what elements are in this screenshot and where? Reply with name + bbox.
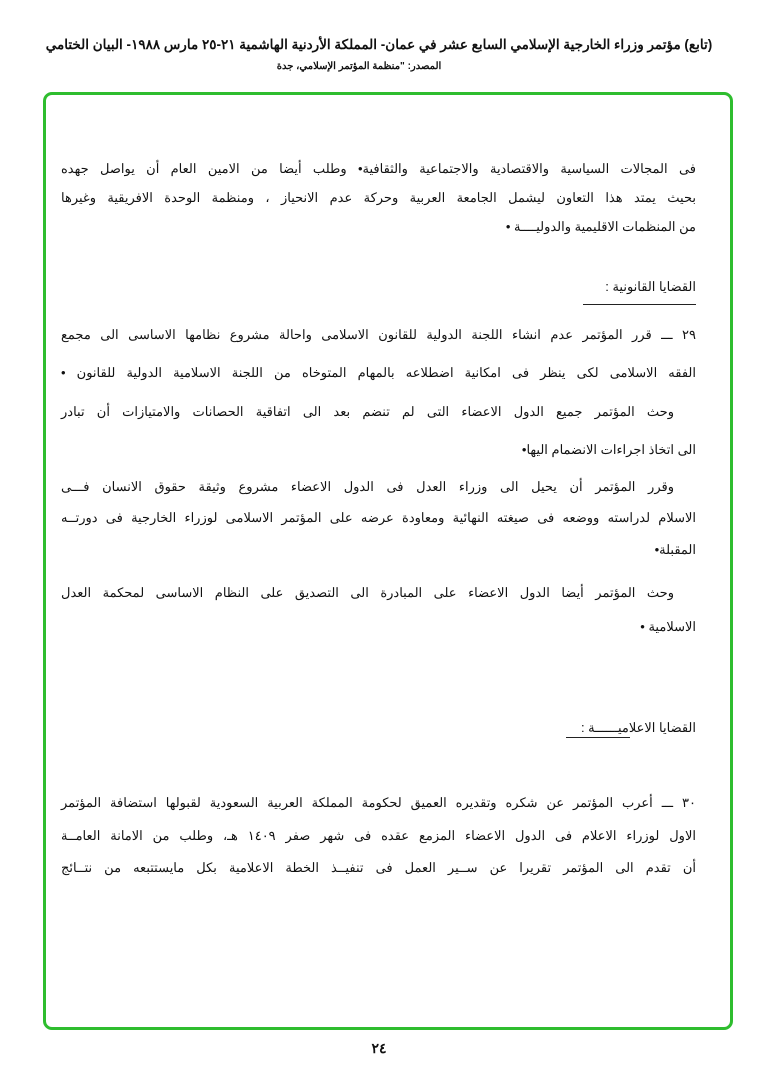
- text-line: وحث المؤتمر جميع الدول الاعضاء التى لم تنضم بعد الى اتفاقية الحصانات والامتيازات أن تبادر: [61, 404, 674, 419]
- text-line: الفقه الاسلامى لكى ينظر فى امكانية اضطلاعه بالمهام المتوخاه من اللجنة الاسلامية الدولية للقانون •: [61, 365, 696, 380]
- section-heading-legal: القضايا القانونية :: [605, 279, 696, 294]
- document-source: المصدر: "منظمة المؤتمر الإسلامي، جدة: [276, 61, 442, 72]
- section-heading-media: القضايا الاعلاميــــــة :: [580, 720, 696, 735]
- text-line: من المنظمات الاقليمية والدوليــــة •: [505, 219, 696, 234]
- text-line: الاسلامية •: [640, 619, 696, 634]
- page-number: ٢٤: [371, 1040, 387, 1056]
- text-line: ٣٠ ـــ أعرب المؤتمر عن شكره وتقديره العميق لحكومة المملكة العربية السعودية لقبولها استضافة المؤتمر: [61, 795, 696, 810]
- text-line: الاول لوزراء الاعلام فى الدول الاعضاء المزمع عقده فى شهر صفر ١٤٠٩ هـ، وطلب من الامانة العامــة: [61, 828, 696, 843]
- document-title: (تابع) مؤتمر وزراء الخارجية الإسلامي السابع عشر في عمان- المملكة الأردنية الهاشمية ٢١-٢٥ مارس ١٩٨٨- البيان الختامي: [45, 37, 713, 52]
- text-line: المقبلة•: [654, 542, 696, 557]
- text-line: وقرر المؤتمر أن يحيل الى وزراء العدل فى الدول الاعضاء مشروع وثيقة حقوق الانسان فـــى: [61, 479, 674, 494]
- text-line: ٢٩ ـــ قرر المؤتمر عدم انشاء اللجنة الدولية للقانون الاسلامى واحالة مشروع نظامها الاساسى الى مجمع: [61, 327, 696, 342]
- text-line: وحث المؤتمر أيضا الدول الاعضاء على المبادرة الى التصديق على النظام الاساسى لمحكمة العدل: [61, 585, 674, 600]
- text-line: الى اتخاذ اجراءات الانضمام اليها•: [521, 442, 696, 457]
- text-line: فى المجالات السياسية والاقتصادية والاجتماعية والثقافية• وطلب أيضا من الامين العام أن يواصل جهده: [61, 161, 696, 176]
- heading-underline: [583, 304, 696, 305]
- text-line: أن تقدم الى المؤتمر تقريرا عن ســير العمل فى تنفيــذ الخطة الاعلامية بكل مايستتبعه من نتــائج: [61, 860, 696, 875]
- text-line: بحيث يمتد هذا التعاون ليشمل الجامعة العربية وحركة عدم الانحياز ، ومنظمة الوحدة الافريقية وغيرها: [61, 190, 696, 205]
- text-line: الاسلام لدراسته ووضعه فى صيغته النهائية ومعاودة عرضه على المؤتمر الاسلامى لوزراء الخارجية فى دورتــه: [61, 510, 696, 525]
- heading-underline: [566, 737, 630, 738]
